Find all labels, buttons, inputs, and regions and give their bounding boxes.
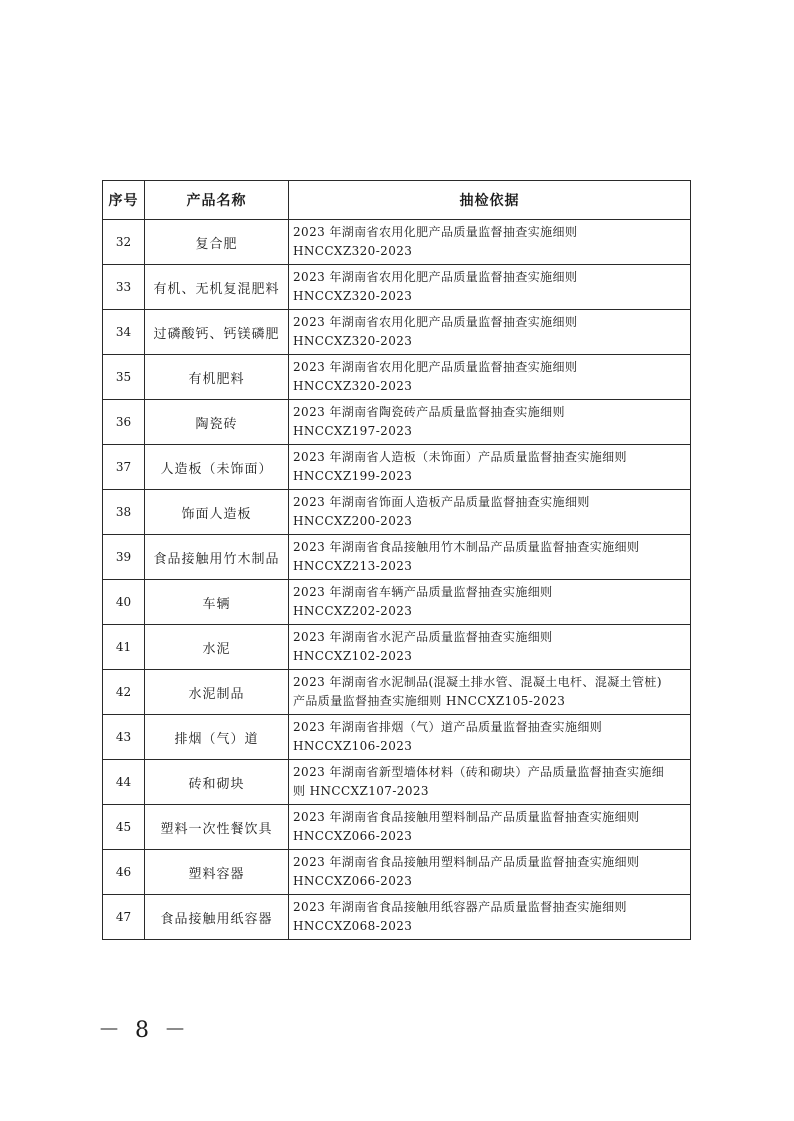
table-row — [103, 490, 691, 535]
table-row — [103, 850, 691, 895]
inspection-basis-line: 2023 年湖南省食品接触用纸容器产品质量监督抽查实施细则 — [293, 900, 627, 914]
inspection-basis-cell — [289, 715, 691, 760]
inspection-basis-cell — [289, 580, 691, 625]
table-row — [103, 400, 691, 445]
inspection-basis-cell — [289, 445, 691, 490]
table-row — [103, 715, 691, 760]
product-name-cell: 有机、无机复混肥料 — [145, 265, 289, 310]
inspection-basis-line: 2023 年湖南省农用化肥产品质量监督抽查实施细则 — [293, 225, 578, 239]
table-row — [103, 670, 691, 715]
serial-number-cell: 37 — [103, 445, 145, 490]
table-row — [103, 535, 691, 580]
inspection-basis-line: 2023 年湖南省食品接触用竹木制品产品质量监督抽查实施细则 — [293, 540, 640, 554]
serial-number-cell: 35 — [103, 355, 145, 400]
serial-number-cell: 40 — [103, 580, 145, 625]
table-body — [103, 220, 691, 940]
inspection-basis-cell — [289, 310, 691, 355]
serial-number-cell: 33 — [103, 265, 145, 310]
inspection-basis-line: HNCCXZ320-2023 — [293, 334, 413, 348]
serial-number-cell: 34 — [103, 310, 145, 355]
table-row — [103, 895, 691, 940]
serial-number-cell: 47 — [103, 895, 145, 940]
inspection-basis-line: 2023 年湖南省水泥产品质量监督抽查实施细则 — [293, 630, 553, 644]
product-name-cell: 排烟（气）道 — [145, 715, 289, 760]
inspection-basis-line: 2023 年湖南省农用化肥产品质量监督抽查实施细则 — [293, 270, 578, 284]
inspection-basis-cell — [289, 490, 691, 535]
product-name-cell: 饰面人造板 — [145, 490, 289, 535]
inspection-basis-line: HNCCXZ213-2023 — [293, 559, 413, 573]
table-row — [103, 625, 691, 670]
serial-number-cell: 43 — [103, 715, 145, 760]
table-row — [103, 265, 691, 310]
inspection-basis-cell — [289, 265, 691, 310]
serial-number-cell: 39 — [103, 535, 145, 580]
table-row — [103, 580, 691, 625]
inspection-table — [102, 180, 691, 940]
table-row — [103, 310, 691, 355]
product-name-cell: 水泥制品 — [145, 670, 289, 715]
inspection-basis-cell — [289, 850, 691, 895]
serial-number-cell: 38 — [103, 490, 145, 535]
inspection-basis-cell — [289, 760, 691, 805]
inspection-basis-line: 2023 年湖南省食品接触用塑料制品产品质量监督抽查实施细则 — [293, 810, 640, 824]
inspection-basis-line: 2023 年湖南省排烟（气）道产品质量监督抽查实施细则 — [293, 720, 603, 734]
inspection-basis-line: 2023 年湖南省农用化肥产品质量监督抽查实施细则 — [293, 360, 578, 374]
serial-number-cell: 41 — [103, 625, 145, 670]
inspection-basis-cell — [289, 805, 691, 850]
product-name-cell: 食品接触用竹木制品 — [145, 535, 289, 580]
inspection-basis-line: HNCCXZ320-2023 — [293, 379, 413, 393]
serial-number-cell: 44 — [103, 760, 145, 805]
inspection-basis-line: HNCCXZ066-2023 — [293, 829, 413, 843]
inspection-basis-cell — [289, 625, 691, 670]
table-row — [103, 760, 691, 805]
product-name-cell: 过磷酸钙、钙镁磷肥 — [145, 310, 289, 355]
inspection-basis-line: HNCCXZ320-2023 — [293, 289, 413, 303]
inspection-basis-cell — [289, 895, 691, 940]
inspection-basis-line: 2023 年湖南省陶瓷砖产品质量监督抽查实施细则 — [293, 405, 565, 419]
inspection-basis-line: 2023 年湖南省农用化肥产品质量监督抽查实施细则 — [293, 315, 578, 329]
inspection-basis-cell — [289, 400, 691, 445]
inspection-basis-line: 则 HNCCXZ107-2023 — [293, 784, 429, 798]
product-name-cell: 水泥 — [145, 625, 289, 670]
table-row — [103, 355, 691, 400]
product-name-cell: 复合肥 — [145, 220, 289, 265]
inspection-basis-line: HNCCXZ102-2023 — [293, 649, 413, 663]
serial-number-cell: 42 — [103, 670, 145, 715]
header-serial-number: 序号 — [103, 181, 145, 220]
inspection-basis-line: 2023 年湖南省食品接触用塑料制品产品质量监督抽查实施细则 — [293, 855, 640, 869]
product-name-cell: 塑料一次性餐饮具 — [145, 805, 289, 850]
table-row — [103, 445, 691, 490]
page-number: － 8 － — [98, 1018, 190, 1043]
inspection-basis-line: HNCCXZ197-2023 — [293, 424, 413, 438]
product-name-cell: 有机肥料 — [145, 355, 289, 400]
serial-number-cell: 46 — [103, 850, 145, 895]
product-name-cell: 人造板（未饰面） — [145, 445, 289, 490]
table-row — [103, 805, 691, 850]
serial-number-cell: 32 — [103, 220, 145, 265]
inspection-basis-cell — [289, 670, 691, 715]
inspection-basis-line: HNCCXZ202-2023 — [293, 604, 413, 618]
inspection-basis-line: 2023 年湖南省水泥制品(混凝土排水管、混凝土电杆、混凝土管桩) — [293, 675, 662, 689]
product-name-cell: 砖和砌块 — [145, 760, 289, 805]
inspection-basis-line: 2023 年湖南省车辆产品质量监督抽查实施细则 — [293, 585, 553, 599]
product-name-cell: 塑料容器 — [145, 850, 289, 895]
inspection-basis-line: HNCCXZ200-2023 — [293, 514, 413, 528]
inspection-basis-line: HNCCXZ068-2023 — [293, 919, 413, 933]
inspection-basis-line: 2023 年湖南省饰面人造板产品质量监督抽查实施细则 — [293, 495, 590, 509]
header-inspection-basis: 抽检依据 — [289, 181, 691, 220]
inspection-basis-cell — [289, 535, 691, 580]
product-name-cell: 陶瓷砖 — [145, 400, 289, 445]
table-header-row — [103, 181, 691, 220]
inspection-basis-cell — [289, 220, 691, 265]
serial-number-cell: 45 — [103, 805, 145, 850]
inspection-basis-line: 2023 年湖南省人造板（未饰面）产品质量监督抽查实施细则 — [293, 450, 627, 464]
serial-number-cell: 36 — [103, 400, 145, 445]
inspection-basis-line: HNCCXZ066-2023 — [293, 874, 413, 888]
product-name-cell: 食品接触用纸容器 — [145, 895, 289, 940]
table-row — [103, 220, 691, 265]
product-name-cell: 车辆 — [145, 580, 289, 625]
inspection-basis-line: HNCCXZ199-2023 — [293, 469, 413, 483]
inspection-basis-line: 产品质量监督抽查实施细则 HNCCXZ105-2023 — [293, 694, 566, 708]
inspection-basis-line: HNCCXZ106-2023 — [293, 739, 413, 753]
inspection-basis-line: 2023 年湖南省新型墙体材料（砖和砌块）产品质量监督抽查实施细 — [293, 765, 665, 779]
header-product-name: 产品名称 — [145, 181, 289, 220]
inspection-basis-line: HNCCXZ320-2023 — [293, 244, 413, 258]
inspection-basis-cell — [289, 355, 691, 400]
